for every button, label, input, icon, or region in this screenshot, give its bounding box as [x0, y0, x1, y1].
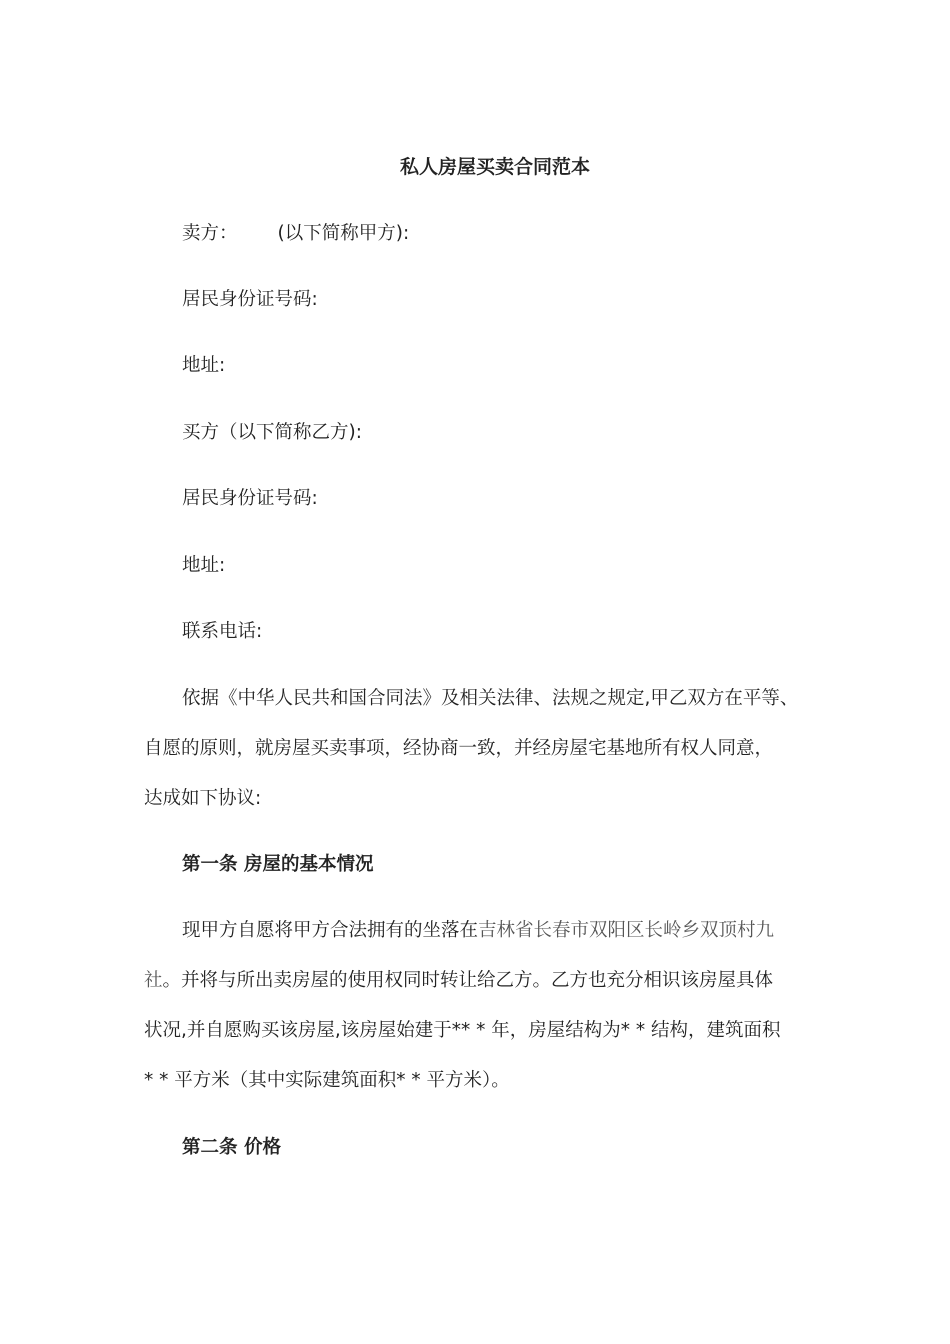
property-location-end: 社	[144, 970, 163, 991]
article-1-line-3: 状况,并自愿购买该房屋,该房屋始建于** * 年，房屋结构为* * 结构，建筑面积	[144, 1020, 781, 1041]
article-1-line-2	[144, 969, 773, 993]
article-1-line-2-text: 。并将与所出卖房屋的使用权同时转让给乙方。乙方也充分相识该房屋具体	[162, 970, 774, 991]
buyer-address-label: 地址:	[182, 555, 226, 576]
preamble-line-3: 达成如下协议:	[144, 788, 262, 809]
seller-line	[182, 222, 409, 246]
seller-address-label: 地址:	[182, 355, 226, 376]
preamble-line-1: 依据《中华人民共和国合同法》及相关法律、法规之规定,甲乙双方在平等、	[182, 688, 799, 709]
seller-label: 卖方：	[182, 223, 238, 244]
buyer-phone-label: 联系电话:	[182, 621, 263, 642]
buyer-id-label: 居民身份证号码:	[182, 488, 318, 509]
property-location: 吉林省长春市双阳区长岭乡双顶村九	[478, 920, 775, 941]
buyer-label: 买方（以下简称乙方):	[182, 422, 362, 443]
seller-id-label: 居民身份证号码:	[182, 289, 318, 310]
article-1-line-4: * * 平方米（其中实际建筑面积* * 平方米）。	[144, 1070, 510, 1091]
seller-alias: (以下简称甲方):	[277, 223, 410, 244]
article-1-heading: 第一条 房屋的基本情况	[182, 854, 374, 875]
article-1-line-1-text: 现甲方自愿将甲方合法拥有的坐落在	[182, 920, 479, 941]
article-2-heading: 第二条 价格	[182, 1137, 281, 1158]
preamble-line-2: 自愿的原则，就房屋买卖事项，经协商一致，并经房屋宅基地所有权人同意，	[144, 738, 774, 759]
article-1-line-1	[182, 919, 774, 943]
document-title: 私人房屋买卖合同范本	[399, 156, 590, 178]
